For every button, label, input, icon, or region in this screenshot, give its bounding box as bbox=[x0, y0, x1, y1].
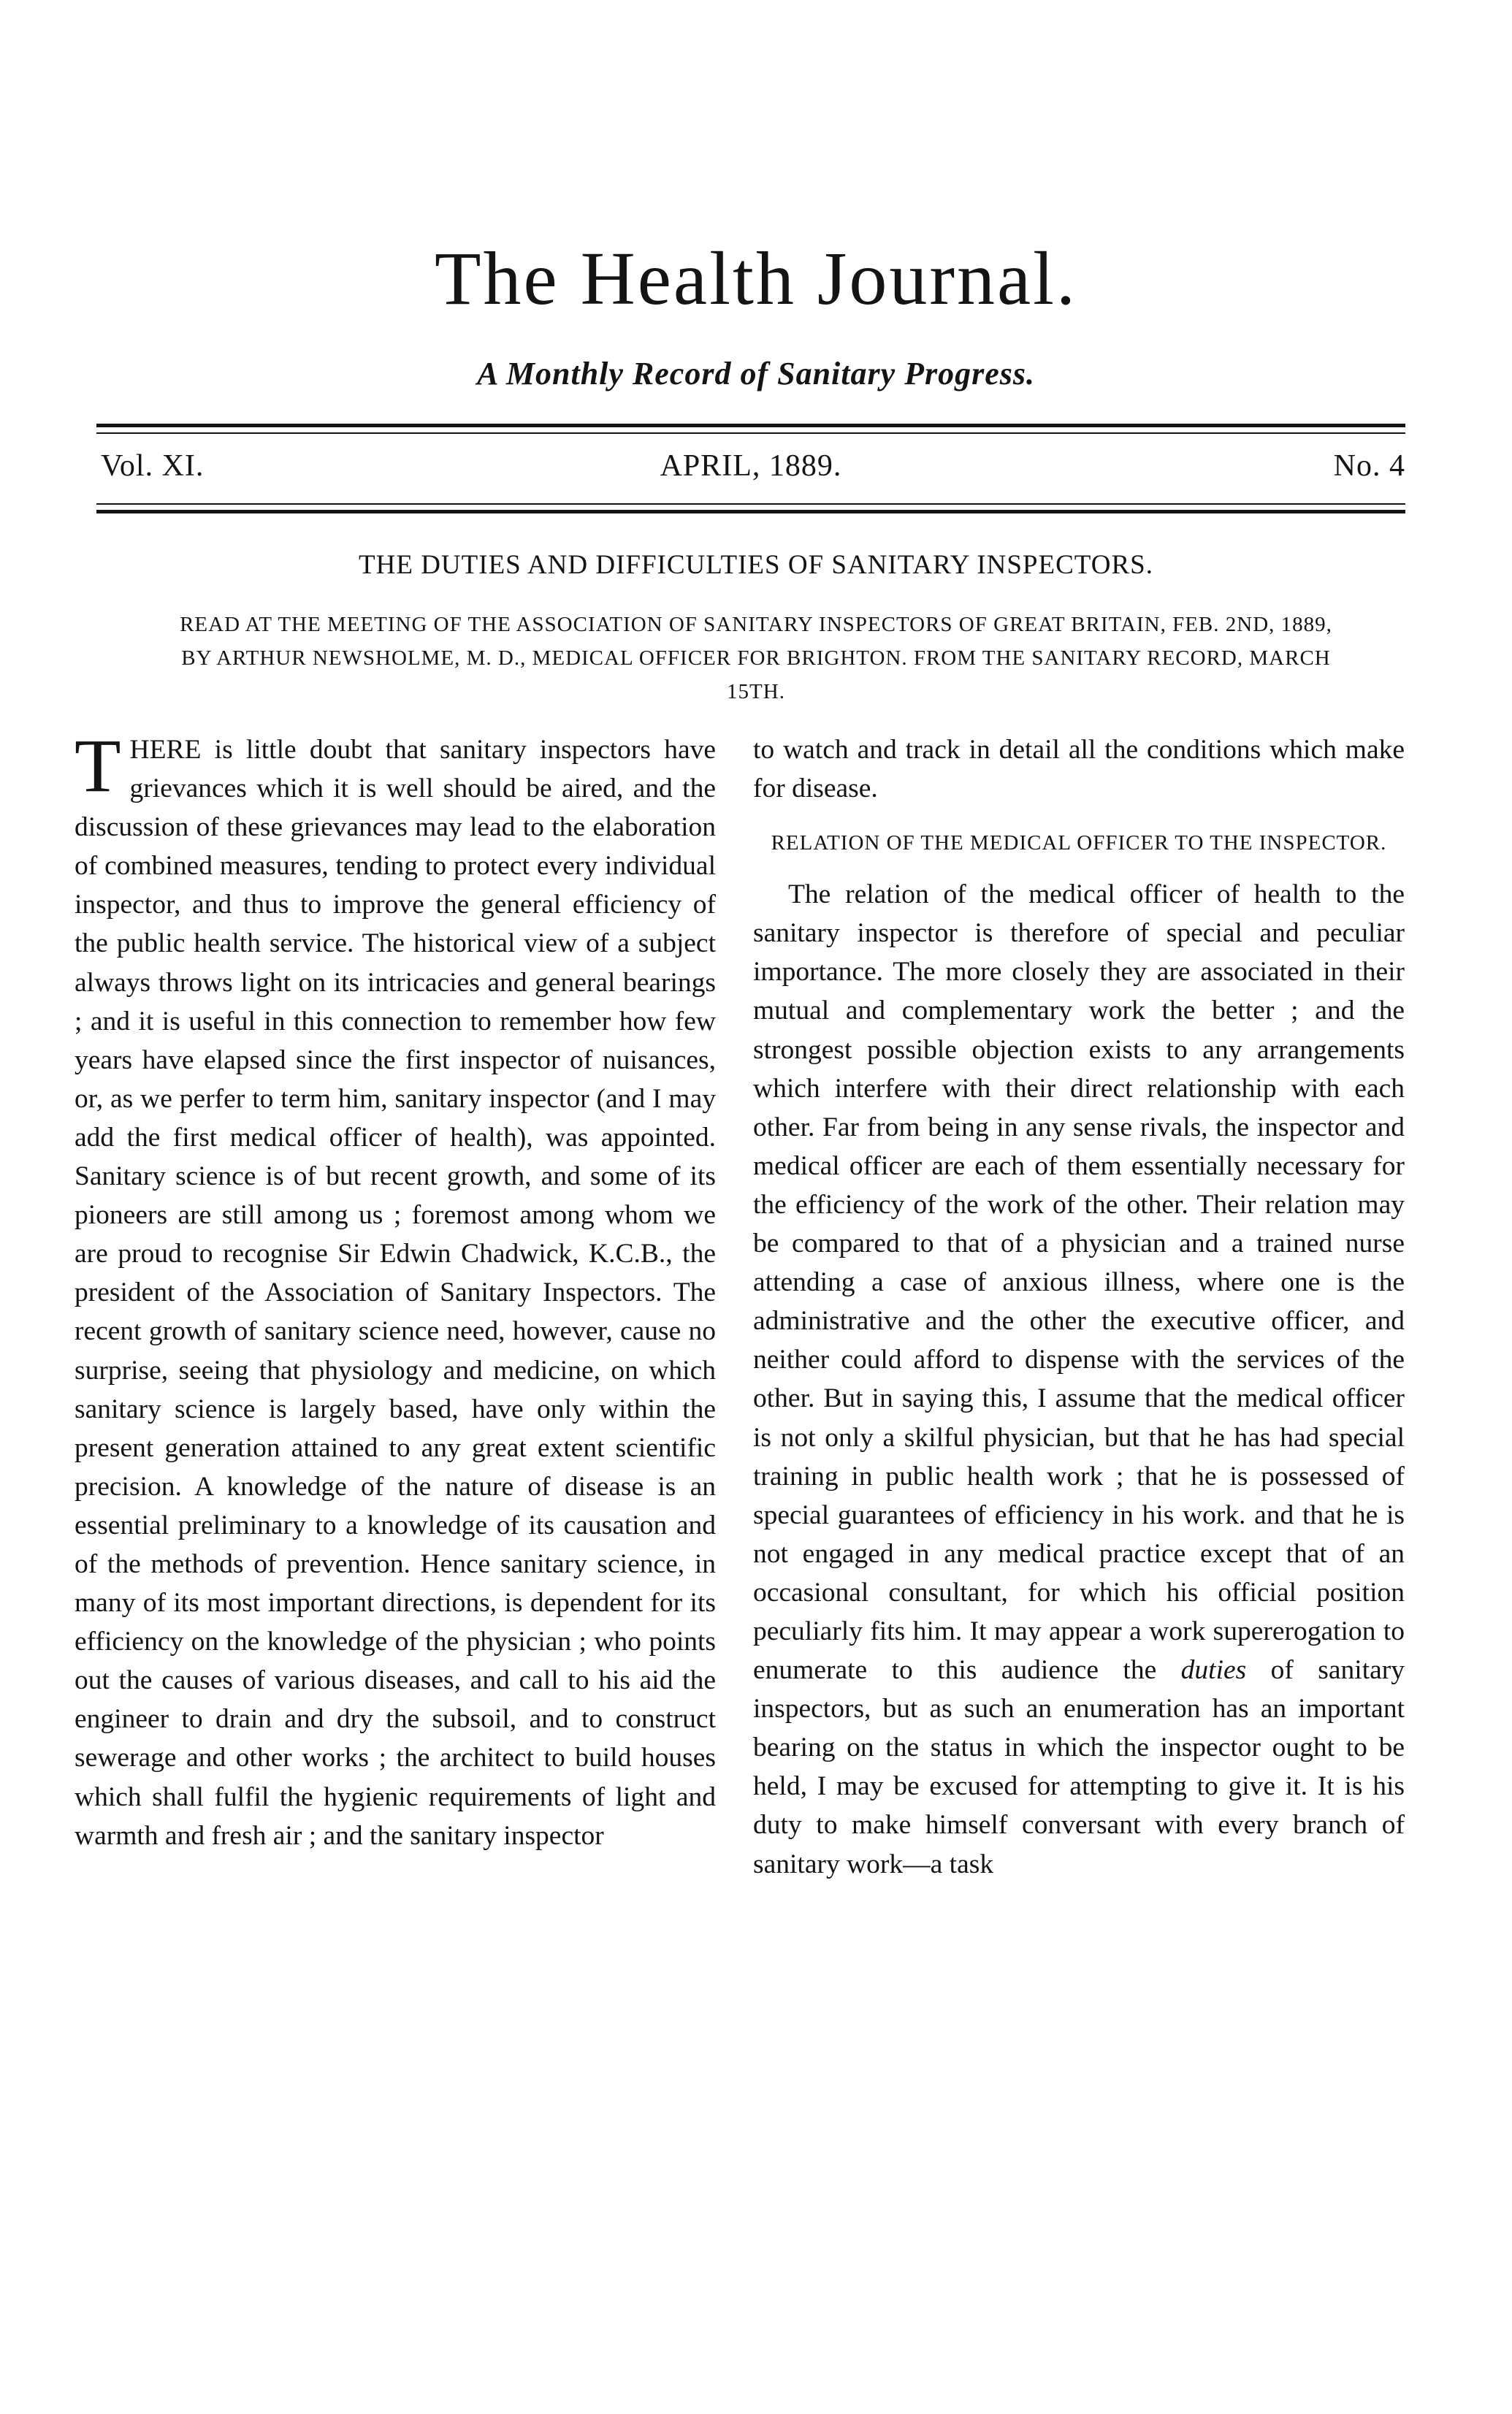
article-paragraph-intro bbox=[75, 724, 716, 1855]
journal-subtitle: A Monthly Record of Sanitary Progress. bbox=[476, 356, 1036, 391]
issue-volume: Vol. XI. bbox=[101, 449, 205, 483]
relation-text-end: of sanitary inspectors, but as such an enumeration has an important bearing on the status in which the inspector ought to be held, I may be excused for attempting to give it. It is his duty to make himself conversant with every branch of sanitary work—a task bbox=[753, 1655, 1405, 1879]
issue-rule-thick bbox=[96, 510, 1405, 513]
intro-text: HERE is little doubt that sanitary inspectors have grievances which it is well should be aired, and the discussion of these grievances may lead to the elaboration of combined measures, tending to protect every individual inspector, and thus to improve the general efficiency of the public health service. The historical view of a subject always throws light on its intricacies and general bearings ; and it is useful in this connection to remember how few years have elapsed since the first inspector of nuisances, or, as we perfer to term him, sanitary inspector (and I may add the first medical officer of health), was appointed. Sanitary science is of but recent growth, and some of its pioneers are still among us ; foremost among whom we are proud to recognise Sir Edwin Chadwick, K.C.B., the president of the Association of Sanitary Inspectors. The recent growth of sanitary science need, however, cause no surprise, seeing that physiology and medicine, on which sanitary science is largely based, have only within the present generation attained to any great extent scientific precision. A knowledge of the nature of disease is an essential preliminary to a knowledge of its causation and of the methods of prevention. Hence sanitary science, in many of its most important directions, is dependent for its efficiency on the knowledge of the physician ; who points out the causes of various diseases, and call to his aid the engineer to drain and dry the subsoil, and to construct sewerage and other works ; the architect to build houses which shall fulfil the hygienic requirements of light and warmth and fresh air ; and the sanitary inspector bbox=[75, 735, 716, 1851]
article-title: THE DUTIES AND DIFFICULTIES OF SANITARY INSPECTORS. bbox=[359, 550, 1153, 580]
drop-cap: T bbox=[75, 724, 121, 808]
masthead-rule-thin bbox=[96, 432, 1405, 434]
masthead-rule-thick bbox=[96, 424, 1405, 427]
article-paragraph-continued: to watch and track in detail all the conditions which make for disease. bbox=[753, 735, 1405, 804]
article-column-right bbox=[753, 730, 1405, 1884]
emphasis-duties: duties bbox=[1180, 1655, 1247, 1686]
issue-number: No. 4 bbox=[1333, 449, 1405, 483]
journal-title: The Health Journal. bbox=[434, 237, 1078, 321]
section-heading: RELATION OF THE MEDICAL OFFICER TO THE INSPECTOR. bbox=[771, 831, 1387, 855]
relation-text-start: The relation of the medical officer of health to the sanitary inspector is therefore of special and peculiar importance. The more closely they are associated in their mutual and complementary work the better ; and the strongest possible objection exists to any arrangements which interfere with their direct relationship with each other. Far from being in any sense rivals, the inspector and medical officer are each of them essentially necessary for the efficiency of the work of the other. Their relation may be compared to that of a physician and a trained nurse attending a case of anxious illness, where one is the administrative and the other the executive officer, and neither could afford to dispense with the services of the other. But in saying this, I assume that the medical officer is not only a skilful physician, but that he has had special training in public health work ; that he is possessed of special guarantees of efficiency in his work. and that he is not engaged in any medical practice except that of an occasional consultant, for which his official position peculiarly fits him. It may appear a work supererogation to enumerate to this audience the bbox=[753, 879, 1405, 1686]
issue-line bbox=[96, 448, 1405, 492]
issue-rule-thin bbox=[96, 503, 1405, 505]
issue-date: APRIL, 1889. bbox=[660, 449, 842, 483]
article-source-note: READ AT THE MEETING OF THE ASSOCIATION OF SANITARY INSPECTORS OF GREAT BRITAIN, FEB. 2ND, 1889, BY ARTHUR NEWSHOLME, M. D., MEDICAL OFFICER FOR BRIGHTON. FROM THE SANITARY RECORD, MARCH 15TH. bbox=[180, 613, 1332, 703]
article-paragraph-relation bbox=[753, 875, 1405, 1883]
article-column-left bbox=[75, 724, 716, 1855]
